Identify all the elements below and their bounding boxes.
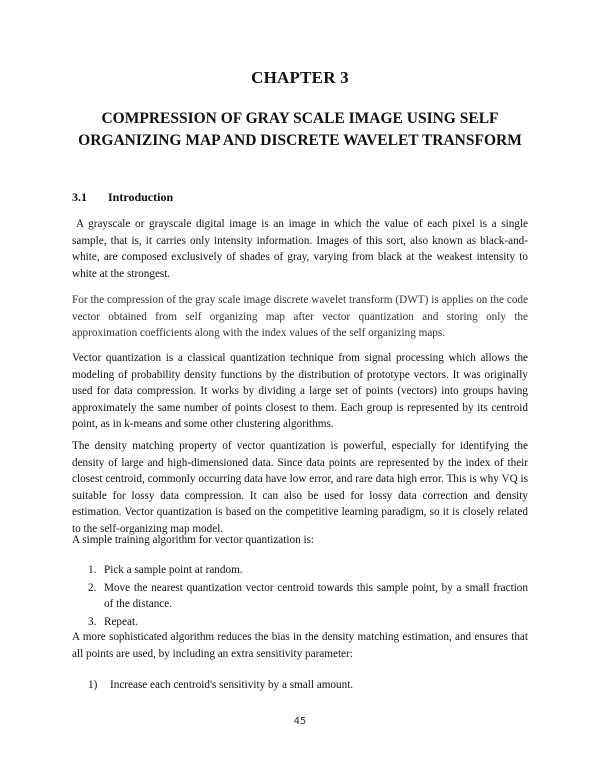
chapter-title-line-2: ORGANIZING MAP AND DISCRETE WAVELET TRANSFORM <box>78 132 522 149</box>
paragraph-density-matching <box>72 438 528 545</box>
algorithm-steps-list <box>88 562 528 631</box>
page-number: 45 <box>293 716 307 727</box>
list-item <box>88 677 528 694</box>
paragraph-dwt <box>72 292 528 349</box>
sensitivity-steps-list <box>88 677 528 694</box>
paragraph-text: Vector quantization is a classical quantization technique from signal processing which allows the modeling of probability density functions by the distribution of prototype vectors. It was originally used for data compression. It works by dividing a large set of points (vectors) into groups having approximately the same number of points closest to them. Each group is represented by its centroid point, as in k-means and some other clustering algorithms. <box>72 352 528 431</box>
list-item-text: Increase each centroid's sensitivity by a small amount. <box>110 679 354 691</box>
paragraph-intro <box>72 216 528 289</box>
list-marker: 3. <box>88 615 97 628</box>
list-item-text: Pick a sample point at random. <box>104 564 243 576</box>
list-item-text: Move the nearest quantization vector centroid towards this sample point, by a small fraction of the distance. <box>104 581 528 611</box>
chapter-heading: CHAPTER 3 <box>251 68 349 87</box>
list-item <box>88 614 528 631</box>
section-title: Introduction <box>108 190 174 204</box>
section-heading <box>72 190 173 205</box>
list-item-text: Repeat. <box>104 615 138 628</box>
paragraph-simple-algorithm <box>72 532 528 556</box>
list-marker: 1) <box>88 679 98 691</box>
list-item <box>88 562 528 579</box>
chapter-title-line-1: COMPRESSION OF GRAY SCALE IMAGE USING SELF <box>101 110 499 127</box>
list-marker: 2. <box>88 581 97 594</box>
list-marker: 1. <box>88 564 97 576</box>
chapter-title <box>40 108 560 152</box>
paragraph-text: The density matching property of vector quantization is powerful, especially for identifying the density of large and high-dimensioned data. Since data points are represented by the index of their closest centroid, commonly occurring data have low error, and rare data high error. This is why VQ is suitable for lossy data compression. It can also be used for lossy data correction and density estimation. Vector quantization is based on the competitive learning paradigm, so it is closely related to the self-organizing map model. <box>72 440 528 535</box>
paragraph-text: A more sophisticated algorithm reduces the bias in the density matching estimation, and ensures that all points are used, by including an extra sensitivity parameter: <box>72 631 528 660</box>
section-number: 3.1 <box>72 190 87 204</box>
paragraph-sophisticated-algorithm <box>72 629 528 669</box>
list-item <box>88 580 528 613</box>
paragraph-text: A simple training algorithm for vector quantization is: <box>72 534 315 546</box>
paragraph-text: A grayscale or grayscale digital image is an image in which the value of each pixel is a single sample, that is, it carries only intensity information. Images of this sort, also known as black-and-white, are composed exclusively of shades of gray, varying from black at the weakest intensity to white at the strongest. <box>72 218 528 280</box>
paragraph-vector-quantization <box>72 350 528 440</box>
paragraph-text: For the compression of the gray scale image discrete wavelet transform (DWT) is applies on the code vector obtained from self organizing map after vector quantization and storing only the approximation coefficients along with the index values of the self organizing maps. <box>72 294 528 340</box>
